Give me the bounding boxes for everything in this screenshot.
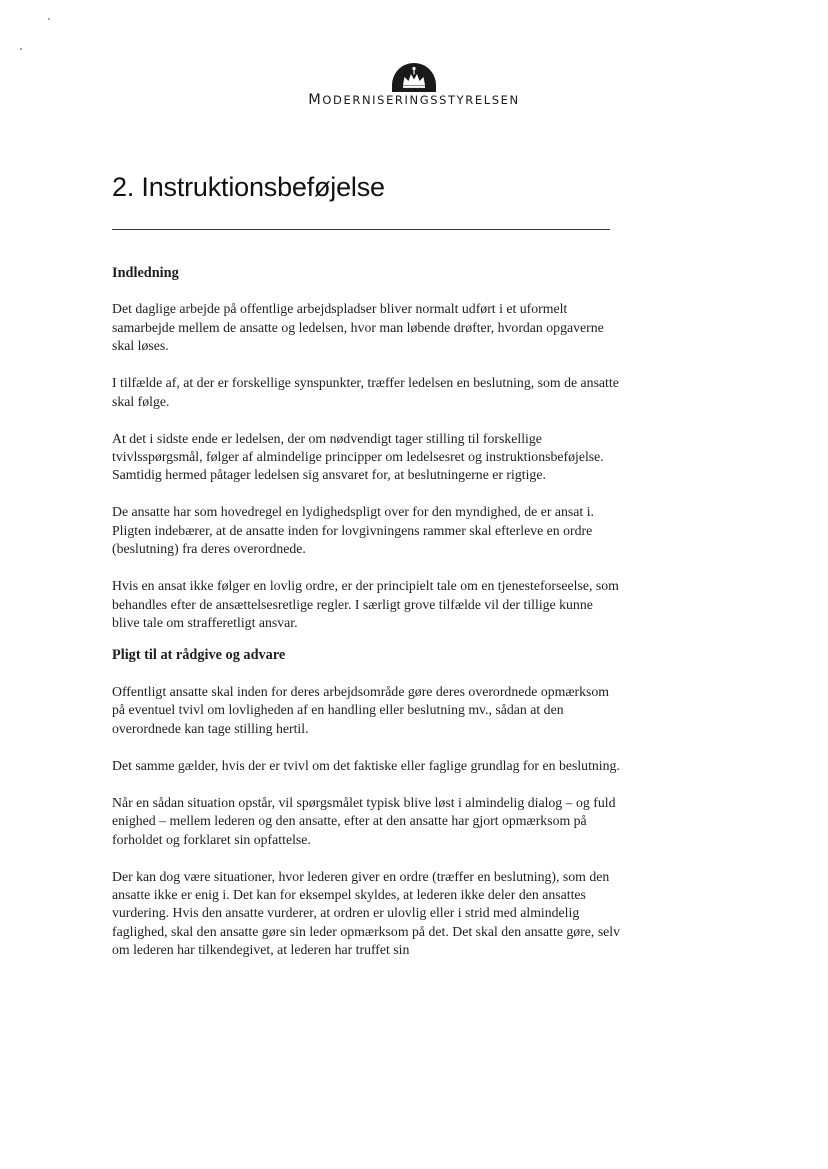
crown-icon — [389, 58, 439, 92]
section-heading-duty-to-advise: Pligt til at rådgive og advare — [112, 647, 286, 664]
chapter-title: 2. Instruktionsbeføjelse — [112, 172, 385, 202]
paragraph: Der kan dog være situationer, hvor lederen giver en ordre (træffer en beslutning), som den ansatte ikke er enig i. Det kan for eksempel skyldes, at lederen ikke deler den ansattes vurdering. Hvis den ansatte vurderer, at ordren er ulovlig eller i strid med almindelig faglighed, skal den ansatte gøre sin leder opmærksom på det. Det skal den ansatte gøre, selv om lederen har tilkendegivet, at lederen har truffet sin — [112, 868, 621, 958]
paragraph: Det daglige arbejde på offentlige arbejdspladser bliver normalt udført i et uformelt samarbejde mellem de ansatte og ledelsen, hvor man løbende drøfter, hvordan opgaverne skal løses. — [112, 301, 604, 354]
paragraph: Hvis en ansat ikke følger en lovlig ordre, er der principielt tale om en tjenesteforseelse, som behandles efter de ansættelsesretlige regler. I særligt grove tilfælde vil der tillige kunne blive tale om strafferetligt ansvar. — [112, 578, 619, 631]
paragraph: I tilfælde af, at der er forskellige synspunkter, træffer ledelsen en beslutning, som de ansatte skal følge. — [112, 375, 619, 409]
scan-speck — [20, 48, 22, 50]
paragraph: At det i sidste ende er ledelsen, der om nødvendigt tager stilling til forskellige tvivlsspørgsmål, følger af almindelige principper om ledelsesret og instruktionsbeføjelse. Samtidig hermed påtager ledelsen sig ansvaret for, at beslutningerne er rigtige. — [112, 430, 604, 483]
scan-speck — [48, 18, 50, 20]
title-divider — [112, 229, 610, 230]
ministry-logo — [0, 58, 828, 108]
paragraph: Det samme gælder, hvis der er tvivl om det faktiske eller faglige grundlag for en beslutning. — [112, 757, 620, 773]
paragraph: Når en sådan situation opstår, vil spørgsmålet typisk blive løst i almindelig dialog – og fuld enighed – mellem lederen og den ansatte, efter at den ansatte har gjort opmærksom på forholdet og forklaret sin opfattelse. — [112, 794, 616, 847]
paragraph: De ansatte har som hovedregel en lydighedspligt over for den myndighed, de er ansat i. Pligten indebærer, at de ansatte inden for lovgivningens rammer skal efterleve en ordre (beslutning) fra deres overordnede. — [112, 504, 594, 557]
ministry-name: MODERNISERINGSSTYRELSEN — [308, 92, 520, 108]
section-heading-introduction: Indledning — [112, 265, 179, 281]
paragraph: Offentligt ansatte skal inden for deres arbejdsområde gøre deres overordnede opmærksom på eventuel tvivl om lovligheden af en handling eller beslutning mv., sådan at den overordnede kan tage stilling hertil. — [112, 683, 610, 736]
document-body — [112, 264, 622, 978]
